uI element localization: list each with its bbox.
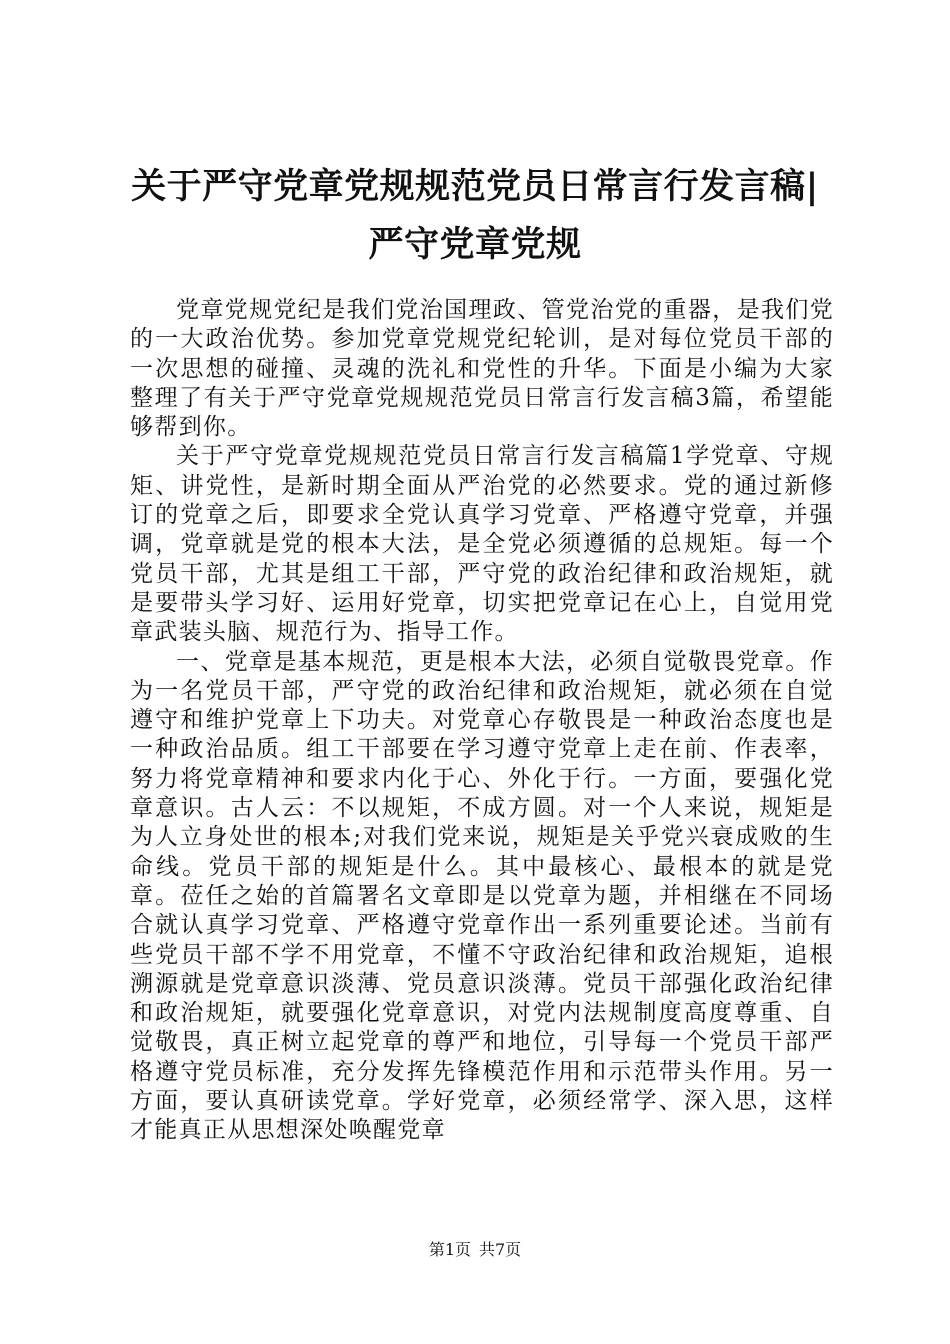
page-footer xyxy=(0,1240,950,1260)
body-paragraph-1: 党章党规党纪是我们党治国理政、管党治党的重器，是我们党的一大政治优势。参加党章党规党纪轮训，是对每位党员干部的一次思想的碰撞、灵魂的洗礼和党性的升华。下面是小编为大家整理了有关于严守党章党规规范党员日常言行发言稿3篇，希望能够帮到你。 xyxy=(130,297,834,441)
document-title xyxy=(118,158,832,274)
title-line-2: 严守党章党规 xyxy=(368,224,582,265)
page-total: 共7页 xyxy=(479,1240,522,1259)
document-body xyxy=(130,296,834,1146)
title-line-1: 关于严守党章党规规范党员日常言行发言稿| xyxy=(131,166,819,207)
page-number: 第1页 xyxy=(428,1240,471,1259)
body-paragraph-3: 一、党章是基本规范，更是根本大法，必须自觉敬畏党章。作为一名党员干部，严守党的政治纪律和政治规矩，就必须在自觉遵守和维护党章上下功夫。对党章心存敬畏是一种政治态度也是一种政治品质。组工干部要在学习遵守党章上走在前、作表率，努力将党章精神和要求内化于心、外化于行。一方面，要强化党章意识。古人云：不以规矩，不成方圆。对一个人来说，规矩是为人立身处世的根本;对我们党来说，规矩是关乎党兴衰成败的生命线。党员干部的规矩是什么。其中最核心、最根本的就是党章。莅任之始的首篇署名文章即是以党章为题，并相继在不同场合就认真学习党章、严格遵守党章作出一系列重要论述。当前有些党员干部不学不用党章，不懂不守政治纪律和政治规矩，追根溯源就是党章意识淡薄、党员意识淡薄。党员干部强化政治纪律和政治规矩，就要强化党章意识，对党内法规制度高度尊重、自觉敬畏，真正树立起党章的尊严和地位，引导每一个党员干部严格遵守党员标准，充分发挥先锋模范作用和示范带头作用。另一方面，要认真研读党章。学好党章，必须经常学、深入思，这样才能真正从思想深处唤醒党章 xyxy=(130,648,834,1144)
body-paragraph-2: 关于严守党章党规规范党员日常言行发言稿篇1学党章、守规矩、讲党性，是新时期全面从严治党的必然要求。党的通过新修订的党章之后，即要求全党认真学习党章、严格遵守党章，并强调，党章就是党的根本大法，是全党必须遵循的总规矩。每一个党员干部，尤其是组工干部，严守党的政治纪律和政治规矩，就是要带头学习好、运用好党章，切实把党章记在心上，自觉用党章武装头脑、规范行为、指导工作。 xyxy=(130,443,834,646)
